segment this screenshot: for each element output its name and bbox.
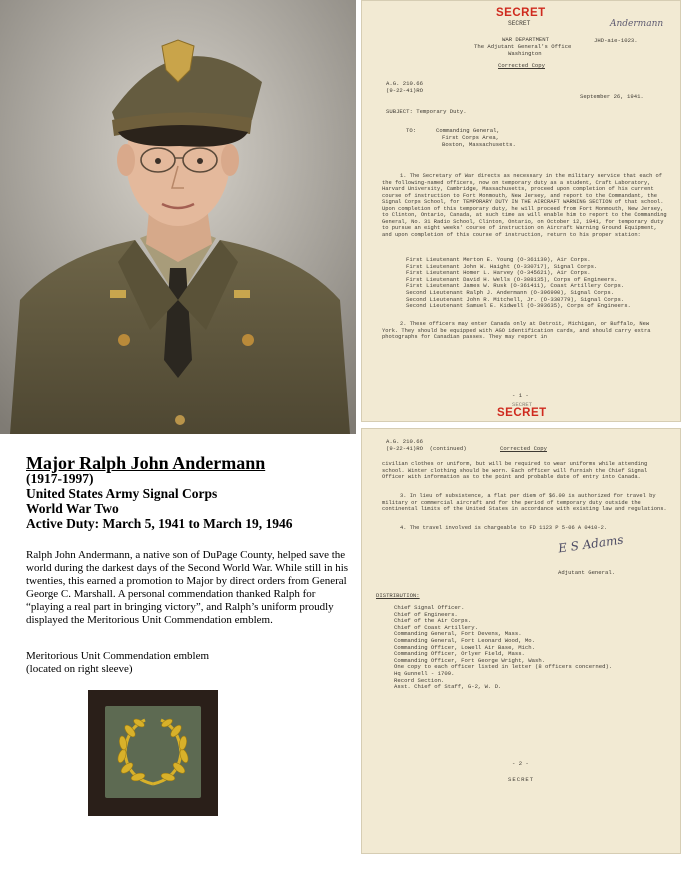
distribution-entry: Commanding Officer, Fort George Wright, Wash. [394, 656, 546, 664]
officer-entry: Second Lieutenant John R. Mitchell, Jr. (O-330779), Signal Corps. [406, 295, 625, 303]
war-served: World War Two [26, 501, 119, 516]
ag-reference: A.G. 210.66 [386, 438, 423, 445]
paragraph-2: 2. These officers may enter Canada only at Detroit, Michigan, or Buffalo, New York. They should be equipped with AGO identification cards, and should carry extra photographs for Canadian passes. They may report in [382, 321, 654, 340]
paragraph-1: 1. The Secretary of War directs as necessary in the military service that each of the following-named officers, now on temporary duty as a student, Craft Laboratory, Harvard University, Cambridge, Massachusetts, proceed upon completion of his current course of instruction to Fort Monmouth, New Jersey, and report to the Commandant, the Signal Corps School, for TEMPORARY DUTY IN THE AIRCRAFT WARNING SECTION of that school. Upon completion of this temporary duty, he will proceed from Fort Monmouth, New Jersey, to Clinton, Ontario, Canada, at such time as will enable him to report to the Commanding General, No. 31 Radio School, Clinton, Ontario, on October 12, 1941, for temporary duty to pursue an eight weeks' course of instruction on Aircraft Warning Ground Equipment, and upon completion of this course of instruction, return to his proper station: [382, 173, 670, 238]
ag-reference: A.G. 210.66 [386, 80, 423, 87]
corrected-copy-label: Corrected Copy [500, 445, 547, 452]
officer-entry: First Lieutenant Merton E. Young (O-361130), Air Corps. [406, 256, 591, 263]
distribution-entry: One copy to each officer listed in letter (8 officers concerned). [394, 663, 613, 671]
corrected-copy-label: Corrected Copy [498, 62, 545, 69]
letterhead-line-3: Washington [508, 50, 542, 57]
officer-entry: First Lieutenant John W. Haight (O-330717), Signal Corps. [406, 262, 598, 270]
recipient-line-2: First Corps Area, [442, 134, 500, 141]
emblem-patch [105, 706, 201, 798]
officer-entry: First Lieutenant David H. Wells (O-308135), Corps of Engineers. [406, 275, 618, 283]
officer-entry: Second Lieutenant Samuel E. Kidwell (O-393635), Corps of Engineers. [406, 302, 631, 310]
distribution-entry: Chief of Engineers. [394, 610, 458, 618]
recipient-line-1: Commanding General, [436, 127, 500, 134]
secret-stamp-bottom: SECRET [497, 407, 547, 419]
distribution-list [394, 605, 612, 691]
to-label: TO: [406, 127, 417, 134]
distribution-entry: Asst. Chief of Staff, G-2, W. D. [394, 683, 502, 691]
officer-list [406, 257, 631, 310]
distribution-label: DISTRIBUTION: [376, 592, 420, 599]
continued-paragraph: civilian clothes or uniform, but will be required to wear uniforms while attending school. Winter clothing should be worn. Each officer will furnish the Chief Signal Officer with information as to the point and probable date of entry into Canada. [382, 461, 651, 480]
distribution-entry: Commanding General, Fort Leonard Wood, Mo. [394, 636, 535, 644]
war-department-letter-page-1 [361, 0, 681, 422]
paragraph-4: 4. The travel involved is chargeable to FD 1123 P 5-06 A 0410-2. [400, 525, 608, 531]
handwritten-name: Andermann [610, 19, 664, 29]
war-department-letter-page-2 [361, 428, 681, 854]
distribution-entry: Chief of the Air Corps. [394, 617, 472, 625]
officer-entry: First Lieutenant Homer L. Harvey (O-345621), Air Corps. [406, 269, 591, 277]
laurel-wreath-icon [105, 706, 201, 798]
emblem-location-note: (located on right sleeve) [26, 663, 133, 675]
distribution-entry: Commanding Officer, Lowell Air Base, Mich. [394, 643, 535, 651]
paragraph-3: 3. In lieu of subsistence, a flat per diem of $6.00 is authorized for travel by military or commercial aircraft and for the period of temporary duty outside the continental limits of the United States in accordance with existing law and regulations. [382, 493, 667, 512]
meritorious-unit-commendation-emblem-photo [88, 690, 218, 816]
ag-reference-date: (9-22-41)RO (continued) [386, 445, 467, 452]
signer-title: Adjutant General. [558, 569, 616, 576]
page-number-2: - 2 - [512, 760, 529, 767]
letterhead-line-2: The Adjutant General's Office [474, 43, 572, 50]
secret-typed-top: SECRET [508, 20, 531, 27]
secret-typed-bottom: SECRET [508, 776, 535, 783]
distribution-entry: Chief of Coast Artillery. [394, 623, 478, 631]
officer-entry-andermann: Second Lieutenant Ralph J. Andermann (O-396990), Signal Corps. [406, 288, 615, 296]
distribution-entry: Chief Signal Officer. [394, 604, 465, 611]
secret-stamp-top: SECRET [496, 7, 546, 19]
file-reference: JHD-aie-1023. [594, 37, 638, 44]
officer-entry: First Lieutenant James W. Rusk (O-361411), Coast Artillery Corps. [406, 282, 625, 290]
letterhead-line-1: WAR DEPARTMENT [502, 36, 549, 43]
life-years: (1917-1997) [26, 471, 94, 486]
distribution-entry: Record Section. [394, 676, 445, 684]
letter-date: September 26, 1941. [580, 93, 644, 100]
subject-line: SUBJECT: Temporary Duty. [386, 108, 467, 115]
distribution-entry: Hq Gunnell - 1709. [394, 669, 455, 677]
active-duty-dates: Active Duty: March 5, 1941 to March 19, 1946 [26, 516, 293, 531]
service-branch: United States Army Signal Corps [26, 486, 218, 501]
portrait-illustration [0, 0, 356, 434]
portrait-photo [0, 0, 356, 434]
distribution-entry: Commanding General, Fort Devens, Mass. [394, 630, 522, 638]
secret-typed-bottom: SECRET [512, 401, 533, 408]
recipient-line-3: Boston, Massachusetts. [442, 141, 516, 148]
distribution-entry: Commanding Officer, Orlyer Field, Mass. [394, 650, 525, 658]
emblem-caption: Meritorious Unit Commendation emblem [26, 650, 210, 662]
ag-reference-date: (9-22-41)RO [386, 87, 423, 94]
biography-paragraph: Ralph John Andermann, a native son of DuPage County, helped save the world during the darkest days of the Second World War. While still in his twenties, this earned a promotion to Major by direct orders from General George C. Marshall. A personal commendation thanked Ralph for “playing a real part in bringing victory”, and Ralph’s uniform proudly displayed the Meritorious Unit Commendation emblem. [26, 549, 349, 626]
signature: E S Adams [557, 532, 625, 556]
officer-name-heading: Major Ralph John Andermann [26, 453, 266, 473]
page-number-1: - 1 - [512, 392, 529, 399]
